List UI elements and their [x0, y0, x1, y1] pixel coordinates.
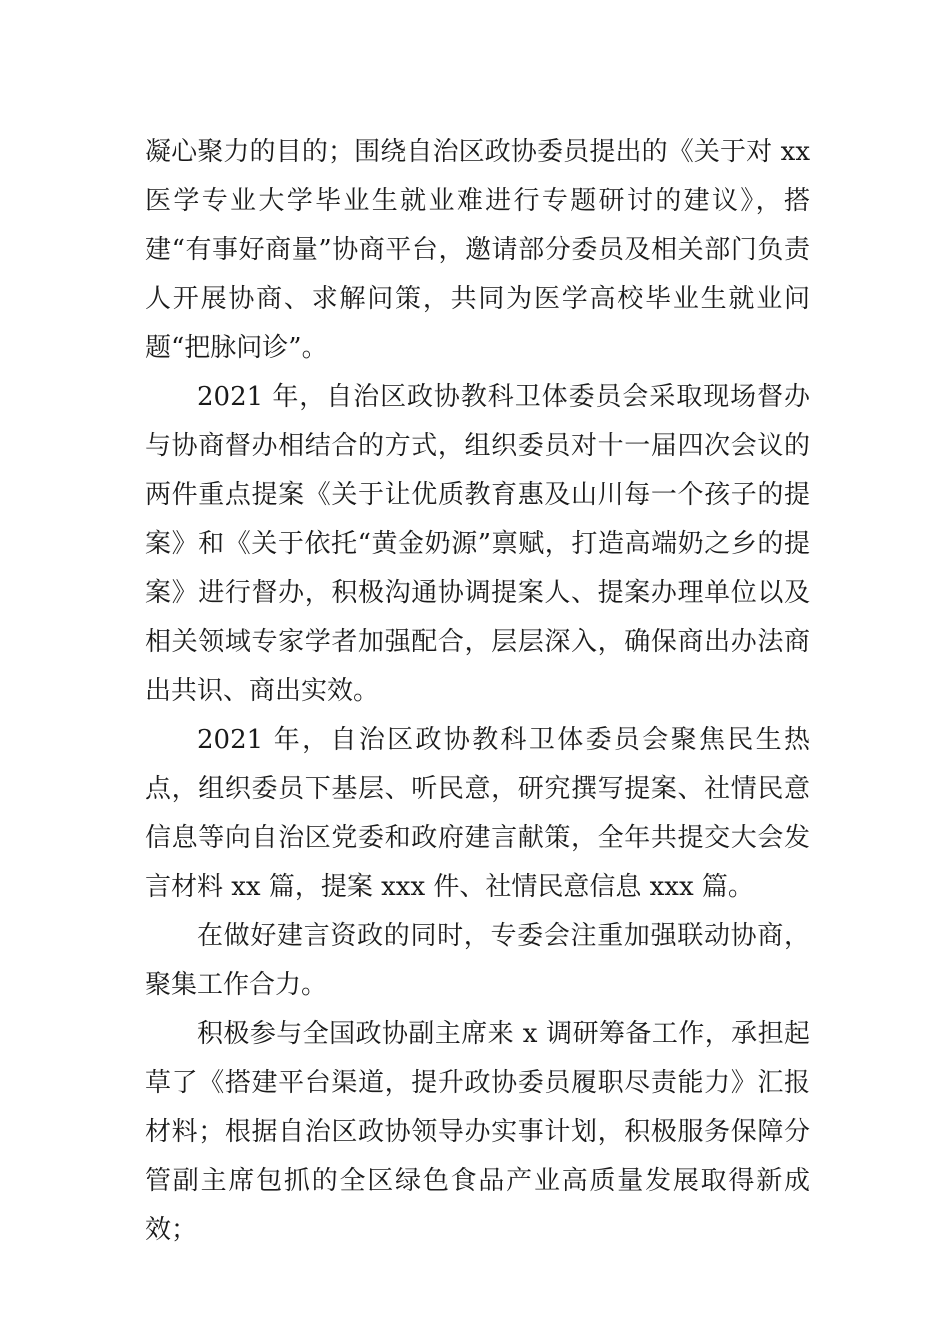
document-body	[145, 128, 810, 1255]
paragraph-2: 2021 年，自治区政协教科卫体委员会采取现场督办与协商督办相结合的方式，组织委员对十一届四次会议的两件重点提案《关于让优质教育惠及山川每一个孩子的提案》和《关于依托“黄金奶源”禀赋，打造高端奶之乡的提案》进行督办，积极沟通协调提案人、提案办理单位以及相关领域专家学者加强配合，层层深入，确保商出办法商出共识、商出实效。	[145, 382, 810, 706]
paragraph-1: 凝心聚力的目的；围绕自治区政协委员提出的《关于对 xx 医学专业大学毕业生就业难进行专题研讨的建议》，搭建“有事好商量”协商平台，邀请部分委员及相关部门负责人开展协商、求解问策，共同为医学高校毕业生就业问题“把脉问诊”。	[145, 137, 810, 363]
paragraph-4: 在做好建言资政的同时，专委会注重加强联动协商，聚集工作合力。	[145, 921, 810, 1000]
paragraph-3: 2021 年，自治区政协教科卫体委员会聚焦民生热点，组织委员下基层、听民意，研究撰写提案、社情民意信息等向自治区党委和政府建言献策，全年共提交大会发言材料 xx 篇，提案 xxx 件、社情民意信息 xxx 篇。	[145, 725, 810, 902]
paragraph-5: 积极参与全国政协副主席来 x 调研筹备工作，承担起草了《搭建平台渠道，提升政协委员履职尽责能力》汇报材料；根据自治区政协领导办实事计划，积极服务保障分管副主席包抓的全区绿色食品产业高质量发展取得新成效；	[145, 1019, 810, 1245]
